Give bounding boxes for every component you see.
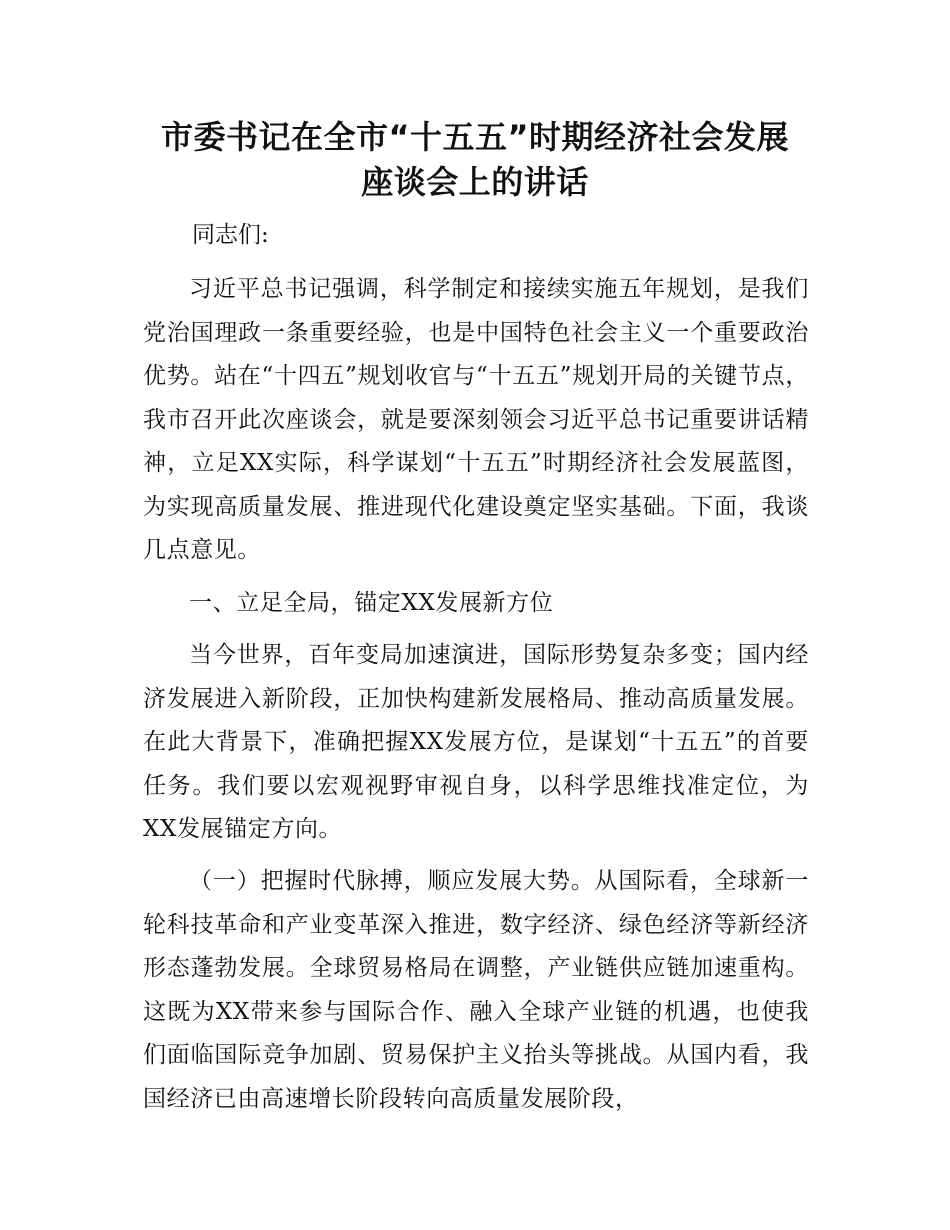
salutation: 同志们: — [192, 222, 269, 248]
document-title-line1: 市委书记在全市“十五五”时期经济社会发展 — [160, 118, 790, 156]
paragraph-section1: 当今世界，百年变局加速演进，国际形势复杂多变；国内经济发展进入新阶段，正加快构建新发展格局、推动高质量发展。在此大背景下，准确把握XX发展方位，是谋划“十五五”的首要任务。我们要以宏观视野审视自身，以科学思维找准定位，为XX发展锚定方向。 — [143, 642, 809, 842]
section-heading-1: 一、立足全局，锚定XX发展新方位 — [189, 590, 554, 616]
paragraph-intro: 习近平总书记强调，科学制定和接续实施五年规划，是我们党治国理政一条重要经验，也是中国特色社会主义一个重要政治优势。站在“十四五”规划收官与“十五五”规划开局的关键节点，我市召开此次座谈会，就是要深刻领会习近平总书记重要讲话精神，立足XX实际，科学谋划“十五五”时期经济社会发展蓝图，为实现高质量发展、推进现代化建设奠定坚实基础。下面，我谈几点意见。 — [143, 276, 809, 563]
paragraph-subsection1: （一）把握时代脉搏，顺应发展大势。从国际看，全球新一轮科技革命和产业变革深入推进，数字经济、绿色经济等新经济形态蓬勃发展。全球贸易格局在调整，产业链供应链加速重构。这既为XX带来参与国际合作、融入全球产业链的机遇，也使我们面临国际竞争加剧、贸易保护主义抬头等挑战。从国内看，我国经济已由高速增长阶段转向高质量发展阶段， — [143, 868, 809, 1112]
document-title-line2: 座谈会上的讲话 — [361, 163, 589, 201]
